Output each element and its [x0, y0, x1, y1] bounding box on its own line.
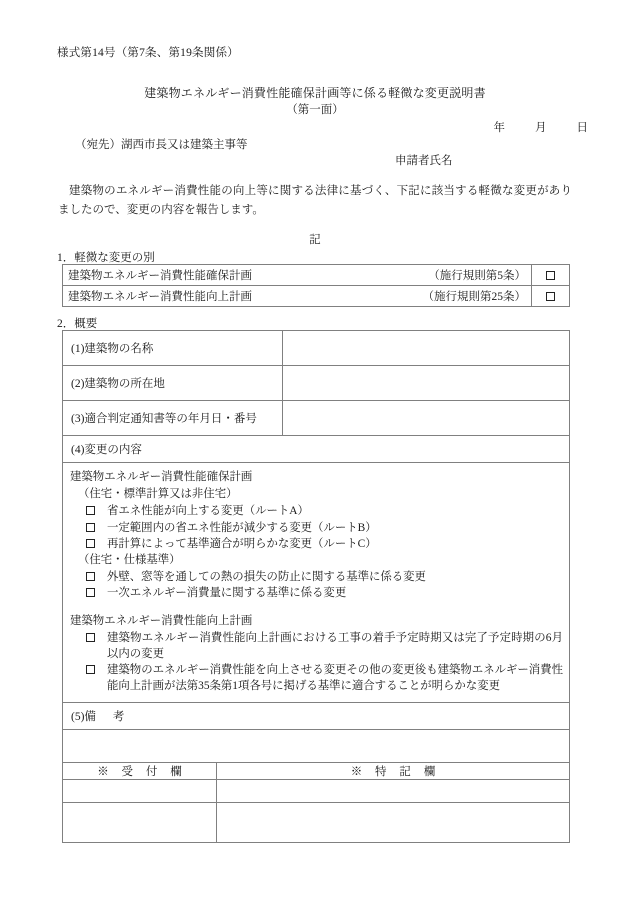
checkbox-label: 省エネ性能が向上する変更（ルートA） — [107, 505, 309, 518]
notice-date-number-value[interactable] — [283, 401, 570, 436]
checkbox-label: 再計算によって基準適合が明らかな変更（ルートC） — [107, 537, 377, 550]
section2-heading: 2．概要 — [57, 318, 98, 330]
checkbox-label: 建築物エネルギー消費性能向上計画における工事の着手予定時期又は完了予定時期の6月以内の変更 — [107, 631, 563, 660]
minor-change-type-table — [62, 264, 570, 307]
plan-name-label: 建築物エネルギー消費性能向上計画 — [68, 291, 252, 303]
notes-column-header: ※ 特 記 欄 — [217, 763, 570, 780]
checkbox-cell[interactable] — [532, 265, 570, 286]
remarks-label-suffix: 考 — [112, 711, 125, 724]
remarks-label-prefix: (5)備 — [71, 711, 96, 724]
plan-name-cell — [63, 286, 532, 307]
checkbox-item[interactable] — [86, 585, 563, 601]
page-subtitle: （第一面） — [286, 104, 344, 116]
reception-column-value[interactable] — [63, 780, 217, 843]
ki-mark: 記 — [309, 234, 321, 246]
official-use-table — [62, 762, 570, 843]
plan-rule-label: （施行規則第5条） — [428, 270, 526, 282]
checkbox-label: 外壁、窓等を通しての熱の損失の防止に関する基準に係る変更 — [107, 571, 426, 584]
group-title-hoshu: 建築物エネルギー消費性能確保計画 — [70, 471, 253, 483]
checkbox-label: 一定範囲内の省エネ性能が減少する変更（ルートB） — [107, 521, 377, 534]
building-address-value[interactable] — [283, 366, 570, 401]
table-row — [63, 331, 570, 366]
checkbox-cell[interactable] — [532, 286, 570, 307]
checkbox-icon[interactable] — [86, 665, 95, 674]
remarks-label — [63, 703, 570, 730]
table-row — [63, 436, 570, 463]
date-year-label: 年 — [493, 122, 505, 134]
checkbox-icon[interactable] — [546, 271, 555, 280]
checkbox-icon[interactable] — [546, 292, 555, 301]
plan-name-label: 建築物エネルギー消費性能確保計画 — [68, 270, 252, 282]
checkbox-label: 建築物のエネルギー消費性能を向上させる変更その他の変更後も建築物エネルギー消費性能向上計画が法第35条第1項各号に掲げる基準に適合することが明らかな変更 — [107, 664, 563, 693]
change-content-label: (4)変更の内容 — [63, 436, 570, 463]
checkbox-icon[interactable] — [86, 633, 95, 642]
notes-column-value[interactable] — [217, 780, 570, 843]
date-day-label: 日 — [576, 122, 588, 134]
subgroup-title-spec: （住宅・仕様基準） — [78, 553, 181, 566]
form-number: 様式第14号（第7条、第19条関係） — [57, 47, 239, 59]
table-row — [63, 401, 570, 436]
addressee-line: （宛先）湖西市長又は建築主事等 — [75, 139, 248, 151]
group-title-kojo: 建築物エネルギー消費性能向上計画 — [70, 614, 253, 627]
checkbox-item[interactable] — [86, 503, 563, 519]
spacer — [70, 602, 563, 613]
overview-table — [62, 330, 570, 803]
building-name-value[interactable] — [283, 331, 570, 366]
table-row — [63, 763, 570, 780]
change-content-cell — [63, 463, 570, 703]
body-paragraph: 建築物のエネルギー消費性能の向上等に関する法律に基づく、下記に該当する軽微な変更がありましたので、変更の内容を報告します。 — [58, 185, 572, 216]
checkbox-item[interactable] — [86, 536, 563, 552]
table-row — [63, 366, 570, 401]
table-row — [63, 463, 570, 703]
plan-rule-label: （施行規則第25条） — [422, 291, 526, 303]
plan-name-cell — [63, 265, 532, 286]
date-month-label: 月 — [535, 122, 547, 134]
reception-column-header: ※ 受 付 欄 — [63, 763, 217, 780]
checkbox-icon[interactable] — [86, 523, 95, 532]
applicant-name-label: 申請者氏名 — [395, 155, 453, 167]
subgroup-title-standard: （住宅・標準計算又は非住宅） — [78, 488, 238, 501]
section1-heading: 1．軽微な変更の別 — [57, 252, 155, 264]
checkbox-label: 一次エネルギー消費量に関する基準に係る変更 — [107, 587, 347, 600]
date-line — [494, 119, 589, 135]
checkbox-icon[interactable] — [86, 588, 95, 597]
table-row — [63, 780, 570, 843]
checkbox-item[interactable] — [86, 630, 563, 662]
building-name-label: (1)建築物の名称 — [63, 331, 283, 366]
checkbox-icon[interactable] — [86, 506, 95, 515]
table-row — [63, 265, 570, 286]
table-row — [63, 286, 570, 307]
checkbox-icon[interactable] — [86, 572, 95, 581]
checkbox-item[interactable] — [86, 520, 563, 536]
checkbox-item[interactable] — [86, 569, 563, 585]
checkbox-icon[interactable] — [86, 539, 95, 548]
checkbox-item[interactable] — [86, 662, 563, 694]
page-title: 建築物エネルギー消費性能確保計画等に係る軽微な変更説明書 — [144, 86, 486, 100]
table-row — [63, 703, 570, 730]
notice-date-number-label: (3)適合判定通知書等の年月日・番号 — [63, 401, 283, 436]
building-address-label: (2)建築物の所在地 — [63, 366, 283, 401]
